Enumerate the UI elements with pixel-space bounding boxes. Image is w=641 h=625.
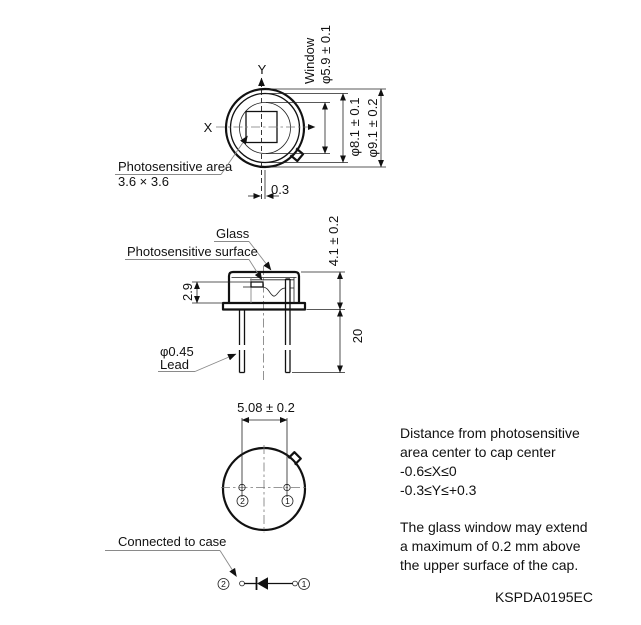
photodiode-symbol [257,577,269,590]
pin-2-number: 2 [240,496,245,506]
tolerance-note-line1: Distance from photosensitive [400,425,580,441]
lead-diameter-label: φ0.45 [160,344,194,359]
axis-x-label: X [203,120,213,135]
lead-label: Lead [160,357,189,372]
part-number: KSPDA0195EC [494,589,593,605]
glass-note-line2: a maximum of 0.2 mm above [400,538,581,554]
tolerance-x-range: -0.6≤X≤0 [400,463,457,479]
photosensitive-surface-label: Photosensitive surface [127,244,258,259]
tolerance-note-line2: area center to cap center [400,444,556,460]
dim-cap-diameter: φ8.1 ± 0.1 [347,97,362,157]
schematic-pin-1: 1 [301,579,307,589]
connected-to-case-label: Connected to case [118,534,227,549]
dim-flange-diameter: φ9.1 ± 0.2 [365,98,380,158]
dim-pin-pitch: 5.08 ± 0.2 [237,400,295,415]
photosensitive-area-size: 3.6 × 3.6 [118,174,169,189]
chip [251,282,263,287]
lead-pins [240,279,291,373]
dim-lead-length: 20 [350,328,365,344]
window-label: Window [302,37,317,84]
glass-note-line1: The glass window may extend [400,519,588,535]
tolerance-y-range: -0.3≤Y≤+0.3 [400,482,477,498]
dim-cap-height: 4.1 ± 0.2 [326,215,341,267]
axis-y-label: Y [257,62,267,77]
glass-label: Glass [216,226,250,241]
dim-center-offset: 0.3 [271,182,290,197]
schematic-pin-2: 2 [221,579,226,589]
flange [223,303,305,310]
bottom-view [221,400,307,533]
pin-1-number: 1 [285,496,290,506]
glass-note-line3: the upper surface of the cap. [400,557,579,573]
side-view [125,216,365,380]
dim-window-diameter: φ5.9 ± 0.1 [318,25,333,84]
window-circle [240,103,291,154]
top-view [115,25,386,199]
schematic [105,534,310,590]
notes [400,425,593,605]
cap-circle [231,94,300,163]
flange-circle [226,89,304,167]
dim-surface-height: 2.9 [180,282,195,302]
terminal-1 [293,581,298,586]
terminal-2 [240,581,245,586]
photosensitive-area-label: Photosensitive area [118,159,233,174]
